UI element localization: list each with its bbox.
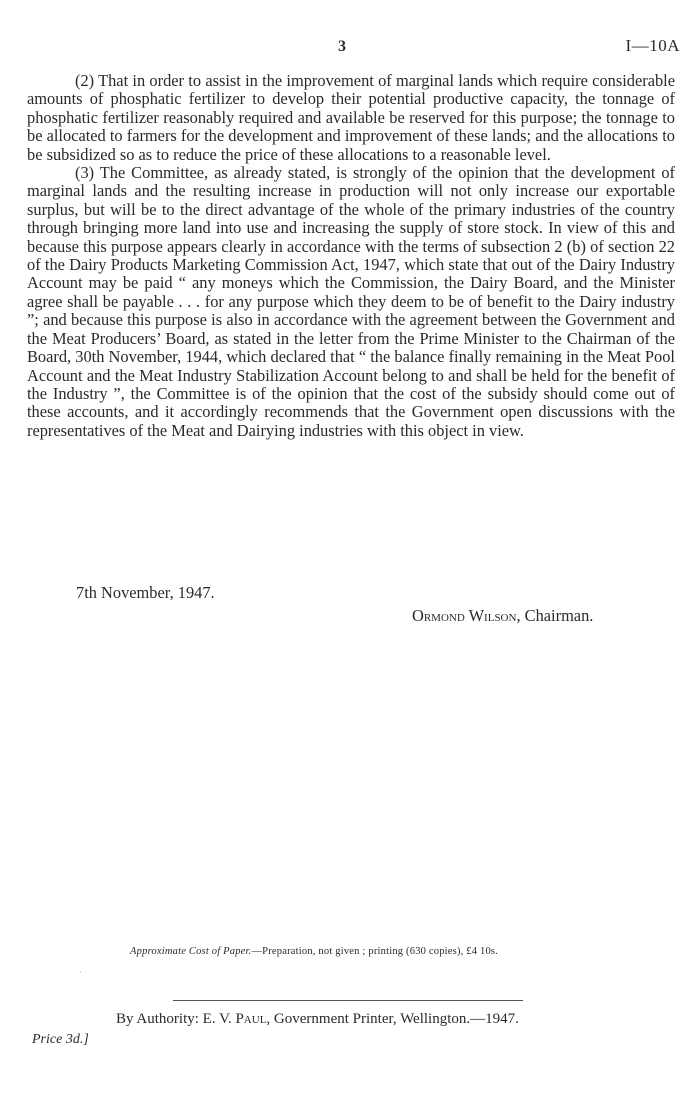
signatory-title: , Chairman. <box>516 606 594 625</box>
price-label: Price 3d.] <box>32 1032 89 1047</box>
cost-label: Approximate Cost of Paper. <box>130 946 252 957</box>
signatory-name: Ormond Wilson <box>412 606 517 625</box>
cost-text: —Preparation, not given ; printing (630 copies), £4 10s. <box>251 946 499 957</box>
print-dot-mark: · <box>79 968 82 977</box>
printer-name: Paul <box>235 1011 267 1027</box>
body-text <box>27 72 675 440</box>
paragraph-2: (2) That in order to assist in the improvement of marginal lands which require considerable amounts of phosphatic fertilizer to develop their potential productive capacity, the tonnage of phosphatic fertilizer reasonably required and available be reserved for this purpose; the tonnage to be allocated to farmers for the development and improvement of these lands; and the allocations to be subsidized so as to reduce the price of these allocations to a reasonable level. <box>27 71 675 164</box>
page-number: 3 <box>338 38 346 55</box>
paragraph-3: (3) The Committee, as already stated, is strongly of the opinion that the development of marginal lands and the resulting increase in production will not only increase our exportable surplus, but will be to the direct advantage of the whole of the primary industries of the country through bringing more land into use and increasing the supply of store stock. In view of this and because this purpose appears clearly in accordance with the terms of subsection 2 (b) of section 22 of the Dairy Products Marketing Commission Act, 1947, which state that out of the Dairy Industry Account may be paid “ any moneys which the Commission, the Dairy Board, and the Minister agree shall be payable . . . for any purpose which they deem to be of benefit to the Dairy industry ”; and because this purpose is also in accordance with the agreement between the Government and the Meat Producers’ Board, as stated in the letter from the Prime Minister to the Chairman of the Board, 30th November, 1944, which declared that “ the balance finally remaining in the Meat Pool Account and the Meat Industry Stabilization Account belong to and shall be held for the benefit of the Industry ”, the Committee is of the opinion that the cost of the subsidy should come out of these accounts, and it accordingly recommends that the Government open discussions with the representatives of the Meat and Dairying industries with this object in view. <box>27 163 675 440</box>
document-reference: I—10A <box>625 36 680 55</box>
signature-line <box>412 606 593 626</box>
authority-prefix: By Authority: E. V. <box>116 1011 236 1027</box>
cost-of-paper-note <box>130 946 650 957</box>
authority-suffix: , Government Printer, Wellington.—1947. <box>266 1011 519 1027</box>
report-date: 7th November, 1947. <box>76 583 215 602</box>
printer-authority <box>116 1011 519 1028</box>
footer-rule <box>173 1000 523 1001</box>
